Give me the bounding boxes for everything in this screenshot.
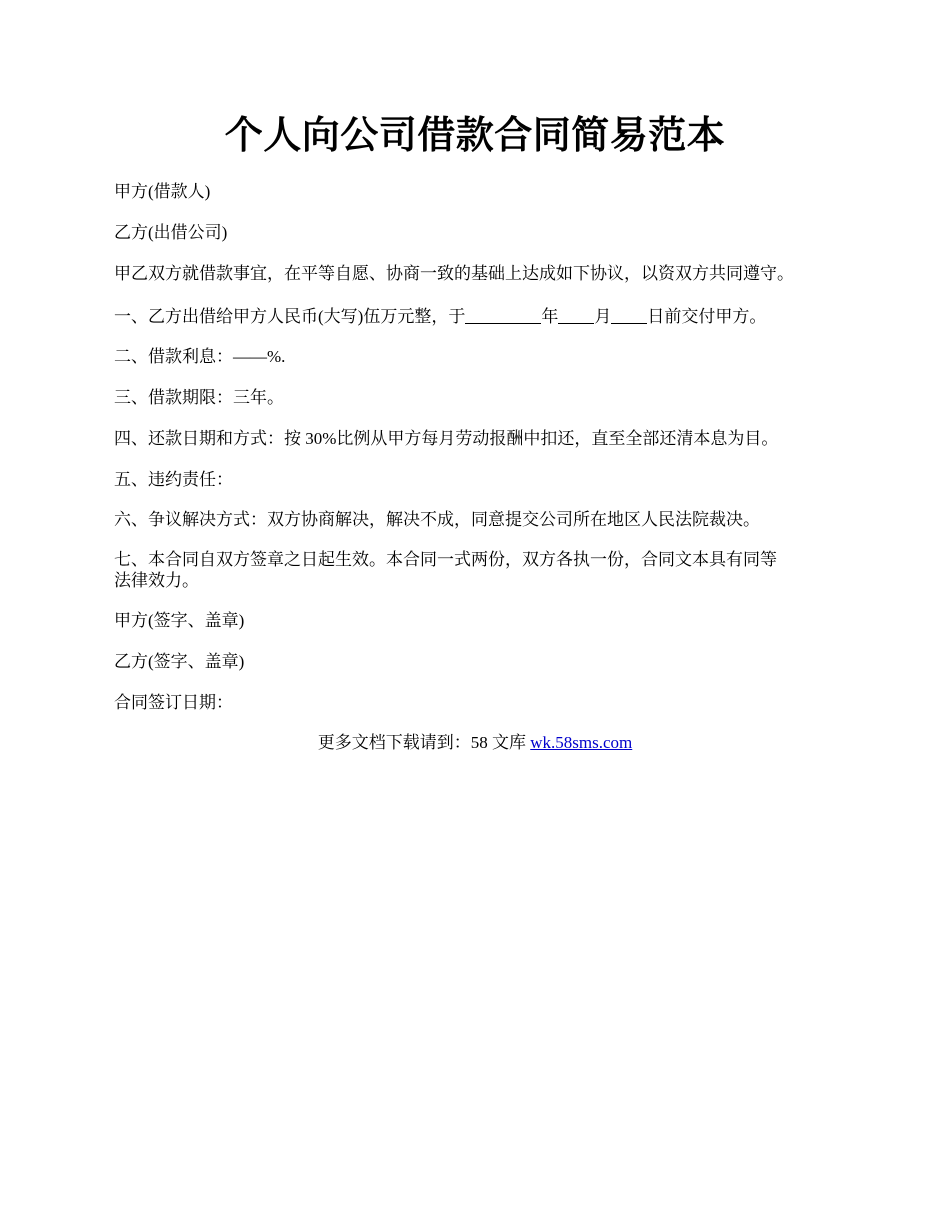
clause-5: 五、违约责任： bbox=[114, 470, 233, 489]
footer-link[interactable]: wk.58sms.com bbox=[530, 733, 633, 752]
clause-1 bbox=[114, 305, 844, 327]
preamble-text: 甲乙双方就借款事宜，在平等自愿、协商一致的基础上达成如下协议，以资双方共同遵守。 bbox=[114, 264, 794, 283]
clause-4: 四、还款日期和方式：按 30%比例从甲方每月劳动报酬中扣还，直至全部还清本息为目。 bbox=[114, 429, 779, 448]
clause-1-end: 日前交付甲方。 bbox=[647, 307, 767, 326]
year-label: 年 bbox=[541, 307, 559, 326]
party-b-label: 乙方(出借公司) bbox=[114, 223, 228, 242]
document-title: 个人向公司借款合同简易范本 bbox=[224, 115, 726, 157]
signature-party-b: 乙方(签字、盖章) bbox=[114, 652, 245, 671]
footer bbox=[0, 733, 950, 753]
clause-2: 二、借款利息：——%. bbox=[114, 347, 286, 366]
day-blank bbox=[611, 307, 647, 324]
signature-party-a: 甲方(签字、盖章) bbox=[114, 611, 245, 630]
clause-1-text: 一、乙方出借给甲方人民币(大写)伍万元整，于 bbox=[114, 307, 466, 326]
month-label: 月 bbox=[594, 307, 612, 326]
clause-7-line-1: 七、本合同自双方签章之日起生效。本合同一式两份，双方各执一份，合同文本具有同等 bbox=[114, 550, 777, 569]
signing-date-label: 合同签订日期： bbox=[114, 693, 233, 712]
clause-3: 三、借款期限：三年。 bbox=[114, 388, 284, 407]
party-a-label: 甲方(借款人) bbox=[114, 182, 211, 201]
month-blank bbox=[558, 307, 594, 324]
year-blank bbox=[465, 307, 541, 324]
clause-7-line-2: 法律效力。 bbox=[114, 571, 199, 590]
clause-6: 六、争议解决方式：双方协商解决，解决不成，同意提交公司所在地区人民法院裁决。 bbox=[114, 510, 760, 529]
footer-text: 更多文档下载请到：58 文库 bbox=[317, 733, 531, 752]
